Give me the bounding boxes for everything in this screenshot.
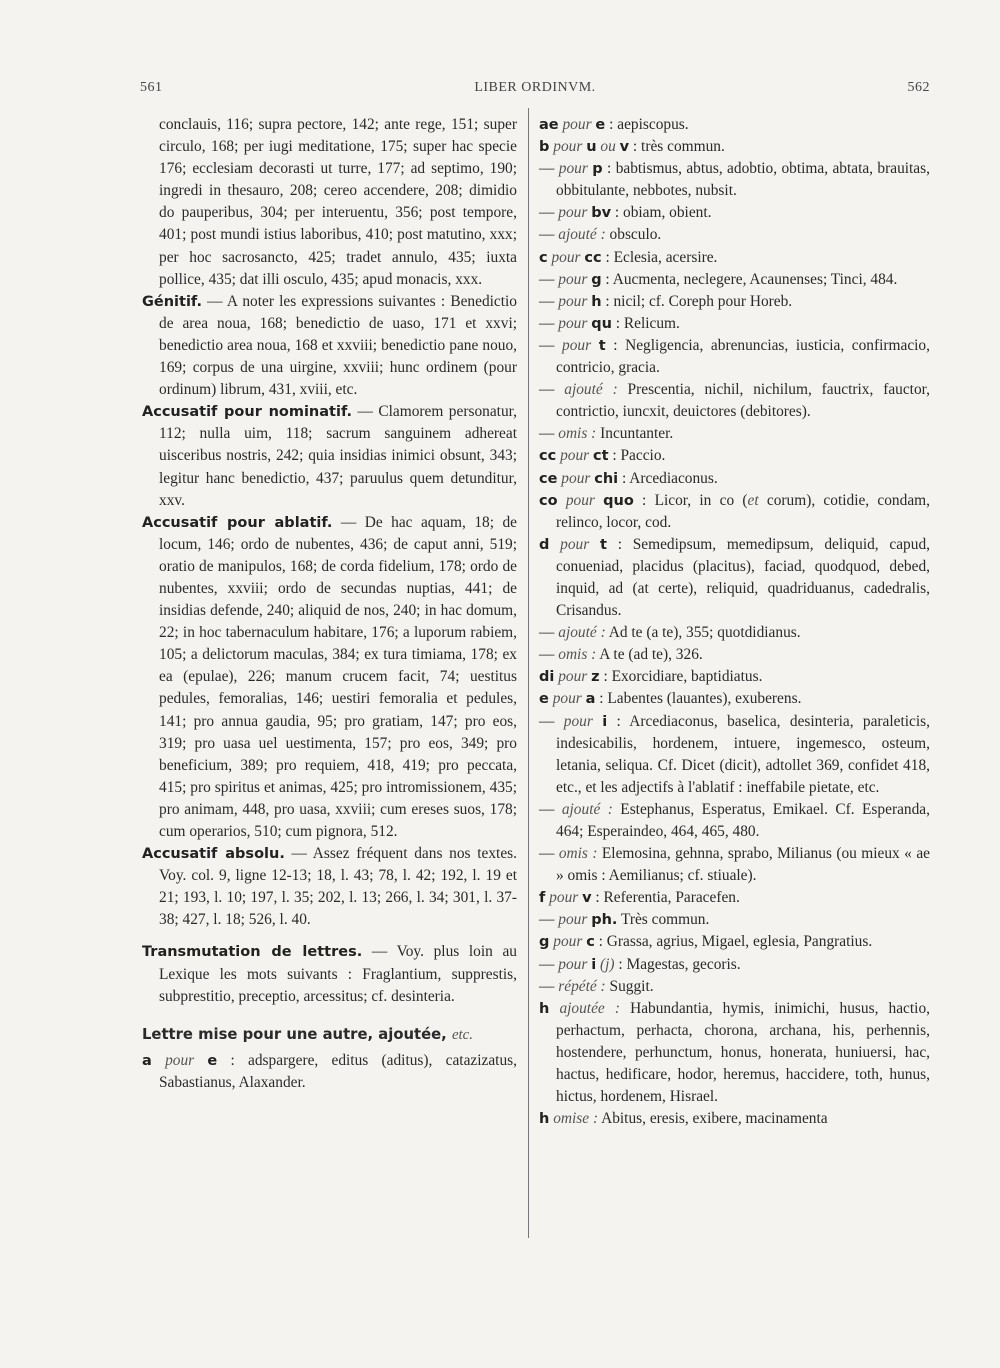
page-number-left: 561 [140,80,163,95]
entry-h-ajoutee: h ajoutée : Habundantia, hymis, inimichi, husus, hactio, perhactum, perhacta, chorona, archana, his, perhennis, hostendere, perhunctum, honus, honerata, huniuersi, hac, hactus, hedificare, hodor, heremus, haccidere, toth, hunus, hictus, hordenem, Hisrael. [539,999,930,1106]
entry-c-pour-t: — pour t : Negligencia, abrenuncias, iusticia, confirmacio, contricio, gracia. [539,336,930,377]
entry-f: f pour v : Referentia, Paracefen. [539,889,740,907]
left-column [142,114,517,1094]
entry-b: b pour u ou v : très commun. [539,138,725,156]
section-heading: Accusatif pour nominatif. [142,404,352,421]
entry-c-ajoute: — ajouté : Prescentia, nichil, nichilum, fauctrix, fauctor, contrictio, iuncxit, deuictores (debitores). [539,381,930,421]
entry-f-pour-ph: — pour ph. Très commun. [539,911,710,929]
section-transmutation: Transmutation de lettres. — Voy. plus loin au Lexique les mots suivants : Fraglantium, supprestis, subprestitio, preceptio, arcessitus; cf. desinteria. [142,943,517,1005]
entry-b-pour-bv: — pour bv : obiam, obient. [539,204,712,222]
entry-g-repete: — répété : Suggit. [539,977,654,995]
column-divider [528,108,529,1238]
entry-d-omis: — omis : A te (ad te), 326. [539,646,703,664]
section-heading: Accusatif pour ablatif. [142,514,333,531]
section-genitif: Génitif. — A noter les expressions suivantes : Benedictio de area noua, 168; benedictio de uaso, 171 et xxvi; benedictio area noua, 168 et xxviii; benedictio pane nouo, 169; corpus de una uirgine, xxviii; hunc ordinem (pour ordinum) librum, 431, xviii, etc. [142,292,517,399]
entry-cc: cc pour ct : Paccio. [539,447,666,465]
entry-g: g pour c : Grassa, agrius, Migael, eglesia, Pangratius. [539,933,873,951]
entry-a: a pour e : adspargere, editus (aditus), catazizatus, Sabastianus, Alaxander. [142,1051,517,1091]
section-heading: Transmutation de lettres. [142,944,363,961]
entry-c-pour-h: — pour h : nicil; cf. Coreph pour Horeb. [539,292,793,310]
entry-di: di pour z : Exorcidiare, baptidiatus. [539,668,763,686]
section-heading: Accusatif absolu. [142,846,285,863]
entry-ce: ce pour chi : Arcediaconus. [539,469,718,487]
section-accusatif-ablatif: Accusatif pour ablatif. — De hac aquam, 18; de locum, 146; ordo de nubentes, 436; de caput anni, 519; oratio de manipulos, 168; de corda fidelium, 178; ordo de nubentes, xxviii; ordo de secundas nuptias, 441; de insidias defende, 240; aliquid de nos, 240; in hac domum, 22; in hoc tabernaculum habitare, 176; a luporum rabiem, 105; a delictorum maculas, 384; ex tura timiama, 178; ex ea (epulae), 226; manum crucem facit, 74; uestitus pedules, femoralias, 146; uestiri femoralia et pedules, 141; pro annua gaudia, 95; pro gratiam, 147; pro eos, 319; pro uasa uel uestimenta, 157; pro eos, 349; pro beneficium, 389; pro requiem, 418, 419; pro peccata, 415; pro spiritus et animas, 425; pro intromissionem, 435; pro animam, 448, pro uasa, xxviii; cum ereses suos, 178; cum operarios, 510; cum pignora, 512. [142,513,517,840]
entry-c-pour-qu: — pour qu : Relicum. [539,314,680,332]
entry-c: c pour cc : Eclesia, acersire. [539,248,718,266]
running-head [140,80,930,100]
entry-d-ajoute: — ajouté : Ad te (a te), 355; quotdidianus. [539,624,801,642]
entry-d: d pour t : Semedipsum, memedipsum, deliquid, capud, conueniad, placidus (placitus), faciad, quodquod, debed, inquid, ad (at certe), reliquid, quadriduanus, cadedralis, Crisandus. [539,535,930,620]
entry-ae: ae pour e : aepiscopus. [539,116,689,133]
section-heading: Génitif. [142,293,202,310]
entry-c-pour-g: — pour g : Aucmenta, neclegere, Acaunenses; Tinci, 484. [539,270,898,288]
entry-b-pour-p: — pour p : babtismus, abtus, adobtio, obtima, abtata, brauitas, obbitulante, nebbotes, nubsit. [539,160,930,200]
page-number-right: 562 [907,80,930,95]
entry-c-omis: — omis : Incuntanter. [539,425,674,443]
running-title: LIBER ORDINVM. [474,80,596,95]
entry-e-omis: — omis : Elemosina, gehnna, sprabo, Milianus (ou mieux « ae » omis : Aemilianus; cf. stiuale). [539,845,930,885]
entry-h-omise: h omise : Abitus, eresis, exibere, macinamenta [539,1110,828,1128]
entry-b-ajoute: — ajouté : obsculo. [539,226,662,244]
section-accusatif-nominatif: Accusatif pour nominatif. — Clamorem personatur, 112; nulla uim, 118; sacrum sanguinem adhereat uisceribus nostris, 242; quia insidias inimici obsunt, 343; legitur hanc benedictio, 437; paruulus quem detunditur, xxv. [142,403,518,509]
right-column [539,114,930,1130]
entry-co: co pour quo : Licor, in co (et corum), cotidie, condam, relinco, locor, cod. [539,491,930,531]
section-accusatif-absolu: Accusatif absolu. — Assez fréquent dans nos textes. Voy. col. 9, ligne 12-13; 18, l. 43; 78, l. 42; 192, l. 19 et 21; 193, l. 10; 197, l. 35; 202, l. 13; 266, l. 34; 301, l. 37-38; 427, l. 18; 526, l. 40. [142,845,517,929]
entry-g-pour-i: — pour i (j) : Magestas, gecoris. [539,955,741,973]
lettre-heading: Lettre mise pour une autre, ajoutée, etc. [142,1025,473,1043]
entry-e-pour-i: — pour i : Arcediaconus, baselica, desinteria, paraleticis, indesicabilis, hordenem, intuere, ingemesco, osteum, letania, seliqua. Cf. Dicet (dicit), adtollet 369, confidet 418, etc., et les adjectifs à l'ablatif : ineffabile pietate, etc. [539,712,930,796]
entry-e: e pour a : Labentes (lauantes), exuberens. [539,690,802,708]
entry-e-ajoute: — ajouté : Estephanus, Esperatus, Emikael. Cf. Esperanda, 464; Esperaindeo, 464, 465, 480. [539,800,930,840]
continuation-paragraph: conclauis, 116; supra pectore, 142; ante rege, 151; super circulo, 168; per iugi meditatione, 175; super hac specie 176; ecclesiam decorasti ut turre, 177; ad septimo, 190; ingredi in thesauro, 208; cereo accendere, 208; dimidio do pauperibus, 304; per interuentu, 356; post tempore, 401; post mundi istius laboribus, 410; post matutino, xxx; per hoc sacrosancto, 425; tradet annulo, 435; iuxta pollice, 435; dat illi osculo, 435; apud monacis, xxx. [159,116,517,288]
